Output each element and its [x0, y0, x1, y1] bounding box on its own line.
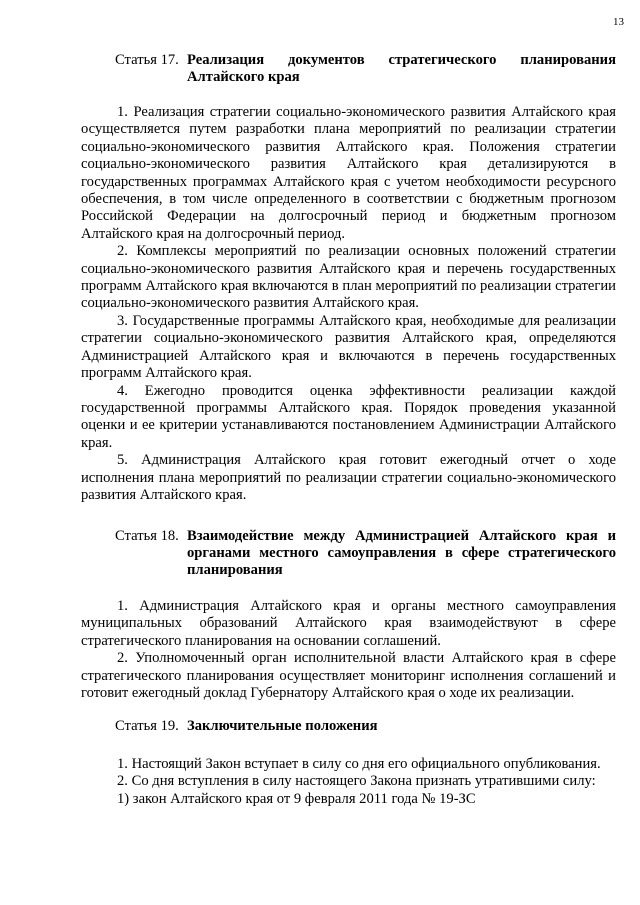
- article-17: [81, 52, 616, 503]
- article-heading: [81, 52, 616, 86]
- article-prefix: Статья 19.: [115, 718, 179, 734]
- article-prefix: Статья 18.: [115, 528, 179, 544]
- paragraph: 1) закон Алтайского края от 9 февраля 2011 года № 19-ЗС: [117, 790, 476, 807]
- paragraph: 1. Реализация стратегии социально-экономического развития Алтайского края осуществляется путем разработки плана мероприятий по реализации стратегии социально-экономического развития Алтайского края. Положения стратегии социально-экономического развития Алтайского края детализируются в государственных программах Алтайского края с учетом необходимости ресурсного обеспечения, в том числе определенного в соответствии с бюджетным прогнозом Российской Федерации на долгосрочный период и бюджетным прогнозом Алтайского края на долгосрочный период.: [81, 104, 616, 242]
- article-body: [81, 104, 616, 504]
- article-heading: [81, 528, 616, 579]
- article-title: Реализация документов стратегического планирования Алтайского края: [187, 52, 616, 85]
- paragraph: 2. Комплексы мероприятий по реализации основных положений стратегии социально-экономического развития Алтайского края и перечень государственных программ Алтайского края включаются в план мероприятий по реализации стратегии социально-экономического развития Алтайского края.: [81, 243, 616, 312]
- paragraph: 2. Со дня вступления в силу настоящего Закона признать утратившими силу:: [117, 773, 596, 790]
- paragraph: 1. Настоящий Закон вступает в силу со дня его официального опубликования.: [117, 756, 601, 772]
- paragraph: 4. Ежегодно проводится оценка эффективности реализации каждой государственной программы Алтайского края. Порядок проведения указанной оценки и ее критерии устанавливаются постановлением Администрации Алтайского края.: [81, 382, 616, 451]
- article-title: Заключительные положения: [187, 718, 378, 734]
- page-number: 13: [613, 16, 624, 28]
- article-body: [81, 756, 616, 808]
- paragraph: 3. Государственные программы Алтайского края, необходимые для реализации стратегии социально-экономического развития Алтайского края, определяются Администрацией Алтайского края и включаются в перечень государственных программ Алтайского края.: [81, 312, 616, 382]
- article-body: [81, 598, 616, 702]
- paragraph: 2. Уполномоченный орган исполнительной власти Алтайского края в сфере стратегического планирования осуществляет мониторинг исполнения соглашений и готовит ежегодный доклад Губернатору Алтайского края о ходе их реализации.: [81, 650, 616, 702]
- article-title: Взаимодействие между Администрацией Алтайского края и органами местного самоуправления в сфере стратегического планирования: [187, 528, 616, 578]
- article-heading: [81, 718, 616, 735]
- article-18: [81, 528, 616, 702]
- paragraph: 1. Администрация Алтайского края и органы местного самоуправления муниципальных образований Алтайского края взаимодействуют в сфере стратегического планирования на основании соглашений.: [81, 598, 616, 649]
- article-prefix: Статья 17.: [115, 52, 179, 68]
- article-19: [81, 718, 616, 807]
- paragraph: 5. Администрация Алтайского края готовит ежегодный отчет о ходе исполнения плана мероприятий по реализации стратегии социально-экономического развития Алтайского края.: [81, 452, 616, 503]
